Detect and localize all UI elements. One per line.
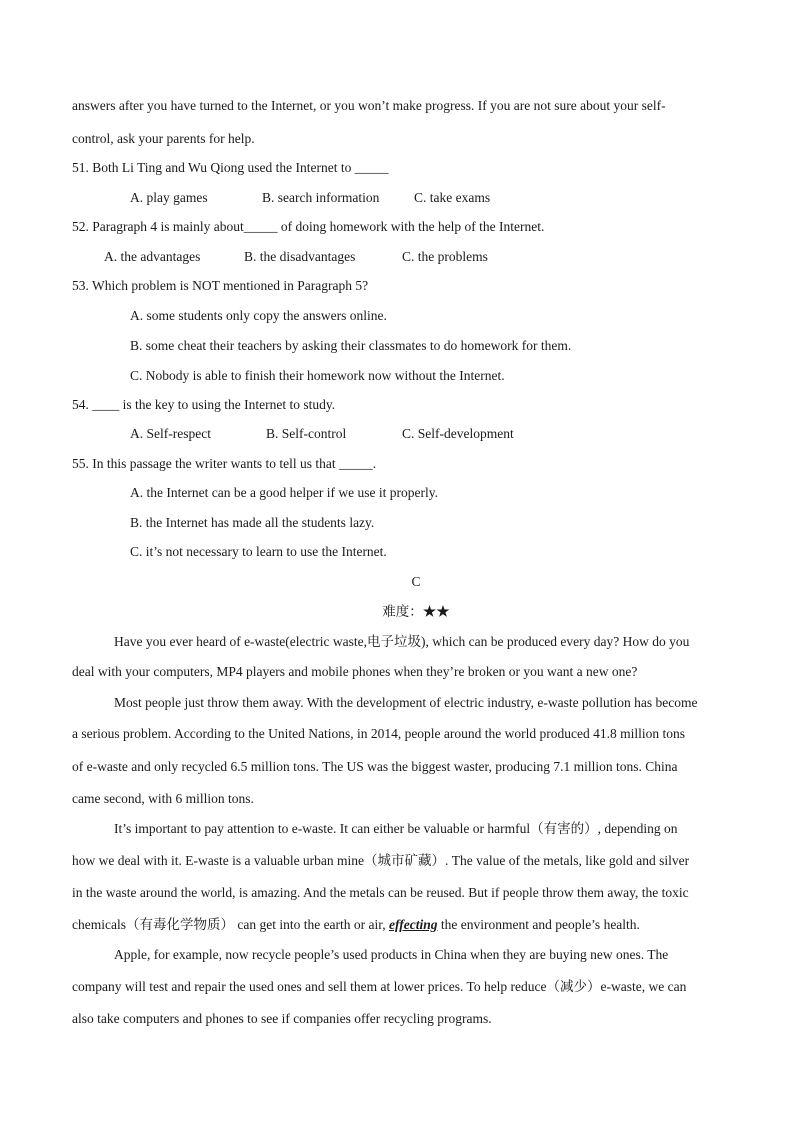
passage-p3-line-1: It’s important to pay attention to e-waste. It can either be valuable or harmful（有害的）, depending on [114, 821, 678, 836]
q53-option-b: B. some cheat their teachers by asking their classmates to do homework for them. [130, 338, 572, 353]
passage-p3-line-2: how we deal with it. E-waste is a valuable urban mine（城市矿藏）. The value of the metals, like gold and silver [72, 853, 690, 868]
passage-p2-line-4: came second, with 6 million tons. [72, 791, 254, 806]
q52-option-b: B. the disadvantages [244, 249, 356, 264]
q53-option-c: C. Nobody is able to finish their homework now without the Internet. [130, 368, 505, 383]
highlighted-word: effecting [389, 917, 438, 932]
q55-option-b: B. the Internet has made all the students lazy. [130, 515, 375, 530]
question-55: 55. In this passage the writer wants to tell us that _____. [72, 456, 377, 471]
intro-line-1: answers after you have turned to the Internet, or you won’t make progress. If you are not sure about your self- [72, 98, 666, 113]
intro-line-2: control, ask your parents for help. [72, 131, 255, 146]
q55-option-a: A. the Internet can be a good helper if we use it properly. [130, 485, 439, 500]
question-54: 54. ____ is the key to using the Internet to study. [72, 397, 336, 412]
passage-p3-line-4 [72, 917, 640, 933]
passage-p4-line-3: also take computers and phones to see if companies offer recycling programs. [72, 1011, 492, 1026]
passage-p2-line-1: Most people just throw them away. With the development of electric industry, e-waste pollution has become [114, 695, 698, 710]
q52-option-a: A. the advantages [104, 249, 201, 264]
q55-option-c: C. it’s not necessary to learn to use the Internet. [130, 544, 387, 559]
q51-option-a: A. play games [130, 190, 208, 205]
q52-option-c: C. the problems [402, 249, 488, 264]
passage-p4-line-1: Apple, for example, now recycle people’s used products in China when they are buying new ones. The [114, 947, 669, 962]
question-52: 52. Paragraph 4 is mainly about_____ of doing homework with the help of the Internet. [72, 219, 545, 234]
q51-option-b: B. search information [262, 190, 380, 205]
difficulty-rating: 难度：★★ [382, 604, 450, 619]
question-53: 53. Which problem is NOT mentioned in Paragraph 5? [72, 278, 369, 293]
passage-p2-line-3: of e-waste and only recycled 6.5 million tons. The US was the biggest waster, producing 7.1 million tons. China [72, 759, 678, 774]
passage-p1-line-1: Have you ever heard of e-waste(electric waste,电子垃圾), which can be produced every day? How do you [114, 634, 690, 649]
passage-p3-text-after: the environment and people’s health. [437, 917, 640, 932]
passage-p4-line-2: company will test and repair the used ones and sell them at lower prices. To help reduce（减少）e-waste, we can [72, 979, 687, 994]
q54-option-c: C. Self-development [402, 426, 514, 441]
passage-p2-line-2: a serious problem. According to the United Nations, in 2014, people around the world produced 41.8 million tons [72, 726, 686, 741]
q54-option-a: A. Self-respect [130, 426, 211, 441]
q51-option-c: C. take exams [414, 190, 491, 205]
passage-p3-line-3: in the waste around the world, is amazing. And the metals can be reused. But if people throw them away, the toxic [72, 885, 689, 900]
q53-option-a: A. some students only copy the answers online. [130, 308, 387, 323]
q54-option-b: B. Self-control [266, 426, 347, 441]
passage-p1-line-2: deal with your computers, MP4 players and mobile phones when they’re broken or you want a new one? [72, 664, 638, 679]
question-51: 51. Both Li Ting and Wu Qiong used the Internet to _____ [72, 160, 389, 175]
passage-p3-text-before: chemicals（有毒化学物质） can get into the earth or air, [72, 917, 389, 932]
section-letter: C [411, 574, 421, 589]
